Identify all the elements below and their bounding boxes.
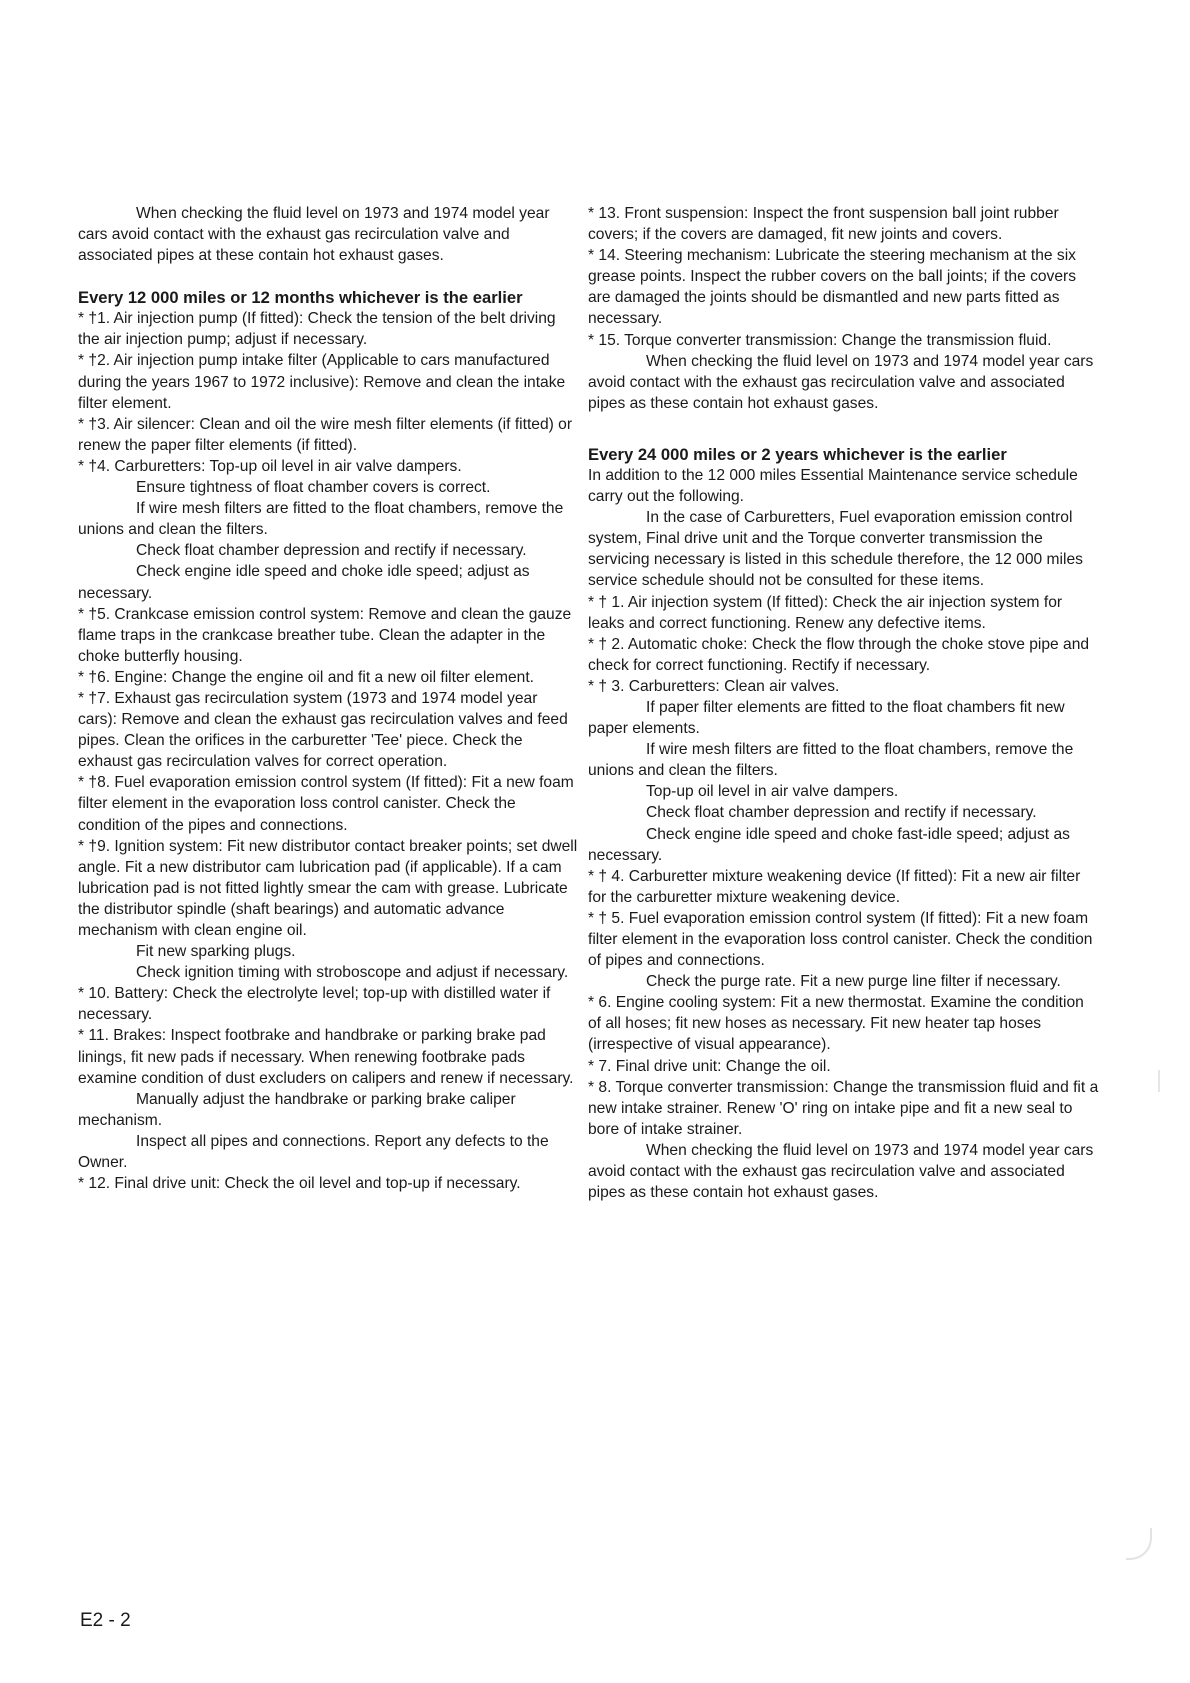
heading-12000-miles: Every 12 000 miles or 12 months whichever is the earlier — [78, 288, 523, 308]
item-r5-fuel-evaporation: * † 5. Fuel evaporation emission control system (If fitted): Fit a new foam filter element in the evaporation loss control canister. Check the condition of pipes and connections. — [588, 909, 1093, 970]
item-r1-air-injection: * † 1. Air injection system (If fitted): Check the air injection system for leaks and correct functioning. Renew any defective items. — [588, 593, 1063, 632]
right-column — [588, 203, 1100, 1203]
page-number: E2 - 2 — [80, 1610, 131, 1631]
item-11-note-b: Inspect all pipes and connections. Report any defects to the Owner. — [78, 1132, 549, 1172]
item-4-note-b: If wire mesh filters are fitted to the float chambers, remove the unions and clean the filters. — [78, 500, 564, 539]
item-6-engine: * †6. Engine: Change the engine oil and fit a new oil filter element. — [78, 668, 534, 686]
item-r8-torque-converter: * 8. Torque converter transmission: Change the transmission fluid and fit a new intake strainer. Renew 'O' ring on intake pipe and fit a new seal to bore of intake strainer. — [588, 1078, 1099, 1138]
item-9-ignition: * †9. Ignition system: Fit new distributor contact breaker points; set dwell angle. Fit a new distributor cam lubrication pad (if applicable). If a cam lubrication pad is not fitted lightly smear the cam with grease. Lubricate the distributor spindle (shaft bearings) and automatic advance mechanism with clean engine oil. — [78, 837, 578, 939]
item-4-note-c: Check float chamber depression and rectify if necessary. — [136, 542, 527, 560]
item-15-note: When checking the fluid level on 1973 and 1974 model year cars avoid contact with the exhaust gas recirculation valve and associated pipes as these contain hot exhaust gases. — [588, 352, 1094, 412]
item-2-intake-filter: * †2. Air injection pump intake filter (Applicable to cars manufactured during the years 1967 to 1972 inclusive): Remove and clean the intake filter element. — [78, 352, 566, 412]
item-4-carburetters: * †4. Carburetters: Top-up oil level in air valve dampers. — [78, 457, 462, 475]
item-10-battery: * 10. Battery: Check the electrolyte level; top-up with distilled water if necessary. — [78, 985, 551, 1024]
item-1-air-injection-pump: * †1. Air injection pump (If fitted): Check the tension of the belt driving the air injection pump; adjust if necessary. — [78, 310, 556, 349]
item-7-exhaust-recirculation: * †7. Exhaust gas recirculation system (1973 and 1974 model year cars): Remove and clean the exhaust gas recirculation valves and feed pipes. Clean the orifices in the carburetter 'Tee' piece. Check the exhaust gas recirculation valves for correct operation. — [78, 689, 568, 771]
item-r3-note-c: Top-up oil level in air valve dampers. — [646, 783, 899, 801]
item-r4-mixture-weakening: * † 4. Carburetter mixture weakening device (If fitted): Fit a new air filter for the carburetter mixture weakening device. — [588, 867, 1081, 906]
item-r3-note-b: If wire mesh filters are fitted to the float chambers, remove the unions and clean the filters. — [588, 741, 1074, 780]
item-r5-note: Check the purge rate. Fit a new purge line filter if necessary. — [646, 973, 1061, 991]
item-r3-note-a: If paper filter elements are fitted to the float chambers fit new paper elements. — [588, 698, 1065, 738]
item-15-torque-converter: * 15. Torque converter transmission: Change the transmission fluid. — [588, 331, 1052, 349]
item-r2-automatic-choke: * † 2. Automatic choke: Check the flow through the choke stove pipe and check for correct functioning. Rectify if necessary. — [588, 635, 1090, 674]
item-r3-note-d: Check float chamber depression and rectify if necessary. — [646, 804, 1037, 822]
item-8-fuel-evaporation: * †8. Fuel evaporation emission control system (If fitted): Fit a new foam filter element in the evaporation loss control canister. Check the condition of the pipes and connections. — [78, 774, 574, 834]
item-13-front-suspension: * 13. Front suspension: Inspect the front suspension ball joint rubber covers; if the covers are damaged, fit new joints and covers. — [588, 205, 1059, 244]
scan-tick — [1158, 1070, 1160, 1092]
paragraph-intro-note: When checking the fluid level on 1973 and 1974 model year cars avoid contact with the exhaust gas recirculation valve and associated pipes at these contain hot exhaust gases. — [78, 205, 550, 265]
item-12-final-drive: * 12. Final drive unit: Check the oil level and top-up if necessary. — [78, 1175, 521, 1193]
item-11-note-a: Manually adjust the handbrake or parking brake caliper mechanism. — [78, 1090, 516, 1129]
item-9-note-a: Fit new sparking plugs. — [136, 943, 296, 961]
scan-mark — [1126, 1528, 1152, 1560]
schedule-intro: In addition to the 12 000 miles Essential Maintenance service schedule carry out the following. — [588, 466, 1078, 506]
heading-24000-miles: Every 24 000 miles or 2 years whichever is the earlier — [588, 444, 1007, 464]
item-11-brakes: * 11. Brakes: Inspect footbrake and handbrake or parking brake pad linings, fit new pads if necessary. When renewing footbrake pads examine condition of dust excluders on calipers and renew if necessary. — [78, 1027, 574, 1087]
item-r7-final-drive: * 7. Final drive unit: Change the oil. — [588, 1057, 831, 1075]
item-r6-cooling-system: * 6. Engine cooling system: Fit a new thermostat. Examine the condition of all hoses; fit new hoses as necessary. Fit new heater tap hoses (irrespective of visual appearance). — [588, 994, 1084, 1054]
schedule-intro-note: In the case of Carburetters, Fuel evaporation emission control system, Final drive unit and the Torque converter transmission the servicing necessary is listed in this schedule therefore, the 12 000 miles service schedule should not be consulted for these items. — [588, 509, 1083, 590]
item-r3-note-e: Check engine idle speed and choke fast-idle speed; adjust as necessary. — [588, 825, 1070, 864]
item-9-note-b: Check ignition timing with stroboscope and adjust if necessary. — [136, 964, 569, 982]
item-4-note-a: Ensure tightness of float chamber covers is correct. — [136, 479, 491, 497]
item-14-steering: * 14. Steering mechanism: Lubricate the steering mechanism at the six grease points. Inspect the rubber covers on the ball joints; if the covers are damaged the joints should be dismantled and new parts fitted as necessary. — [588, 247, 1077, 328]
item-4-note-d: Check engine idle speed and choke idle speed; adjust as necessary. — [78, 563, 530, 602]
left-column — [78, 203, 578, 1194]
item-5-crankcase: * †5. Crankcase emission control system: Remove and clean the gauze flame traps in the crankcase breather tube. Clean the adapter in the choke butterfly housing. — [78, 605, 572, 665]
item-3-air-silencer: * †3. Air silencer: Clean and oil the wire mesh filter elements (if fitted) or renew the paper filter elements (if fitted). — [78, 415, 573, 454]
item-r8-note: When checking the fluid level on 1973 and 1974 model year cars avoid contact with the exhaust gas recirculation valve and associated pipes as these contain hot exhaust gases. — [588, 1141, 1094, 1202]
item-r3-carburetters: * † 3. Carburetters: Clean air valves. — [588, 677, 840, 695]
